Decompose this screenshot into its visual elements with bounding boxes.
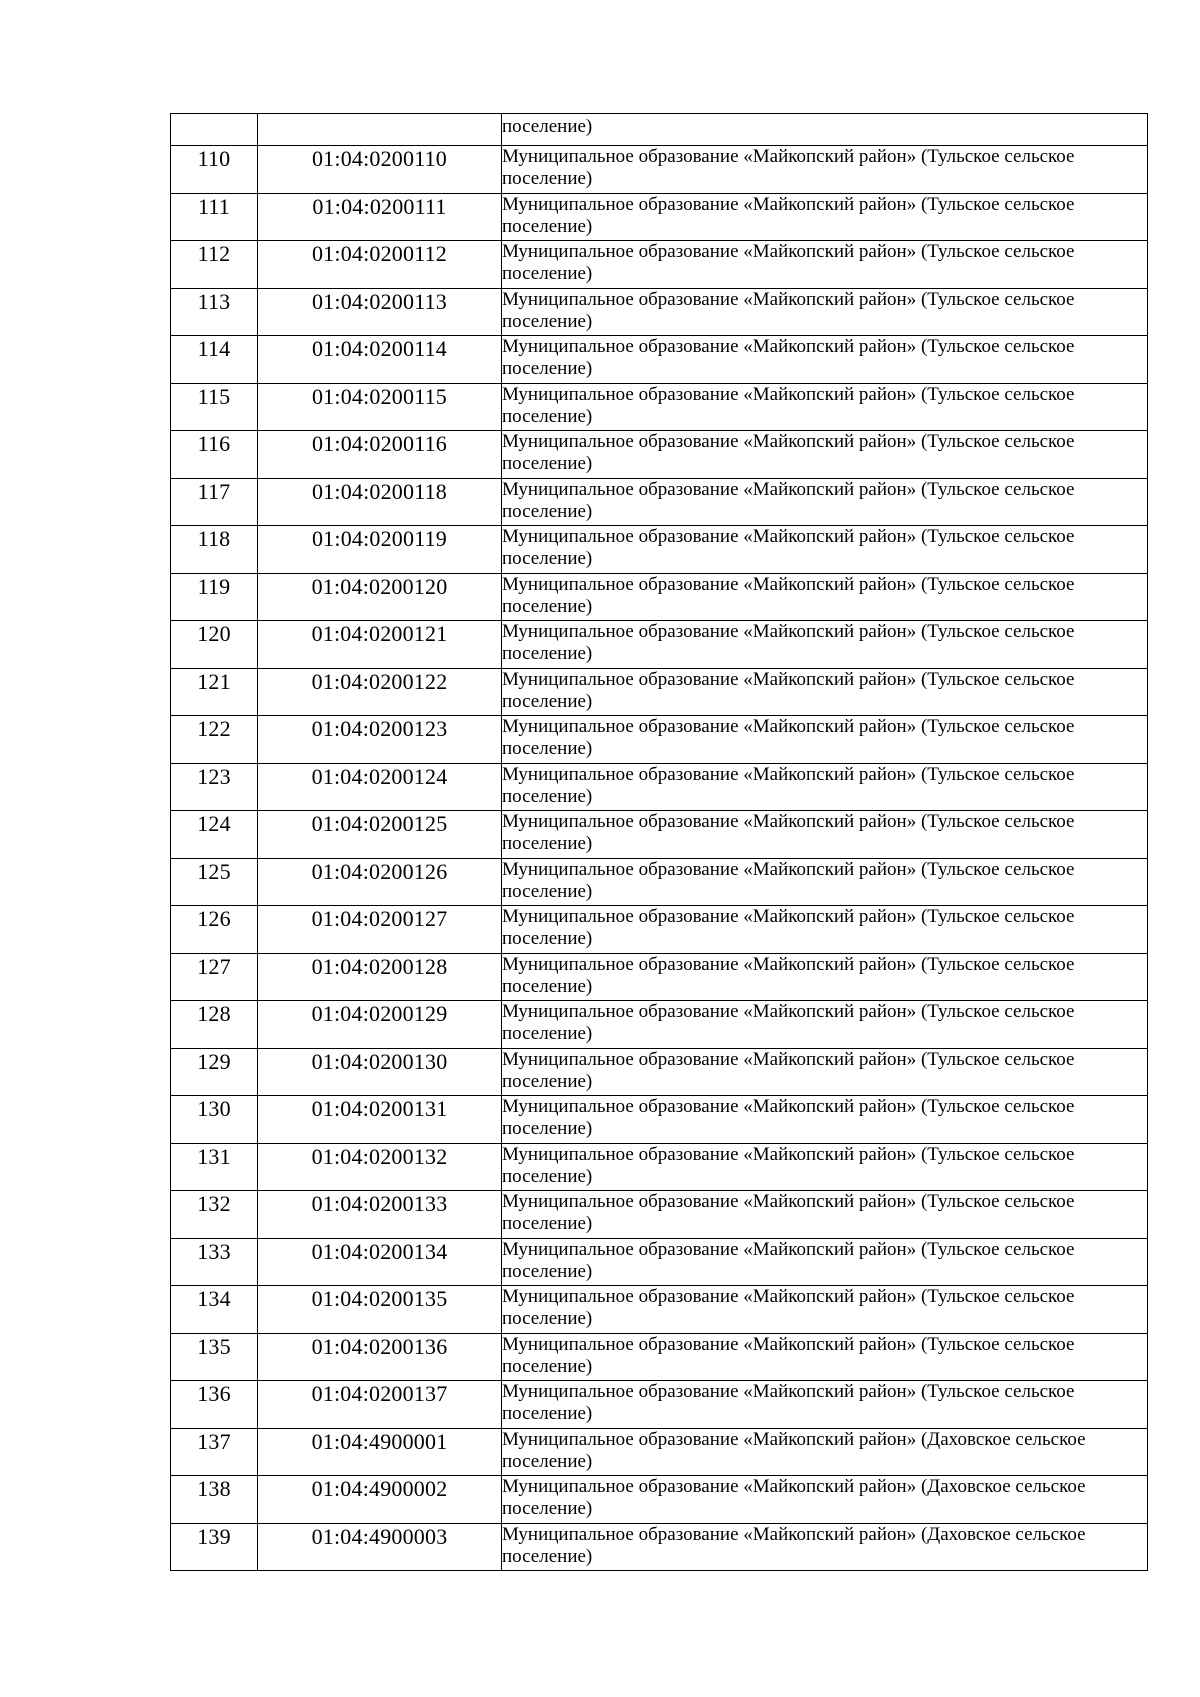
- row-number: 131: [171, 1143, 258, 1191]
- row-number: 110: [171, 146, 258, 194]
- table-row: [171, 1238, 1148, 1286]
- municipality-description: Муниципальное образование «Майкопский район» (Тульское сельское поселение): [502, 621, 1148, 669]
- municipality-description: Муниципальное образование «Майкопский район» (Тульское сельское поселение): [502, 716, 1148, 764]
- cadastral-code: 01:04:0200112: [258, 241, 502, 289]
- cadastral-code: 01:04:0200128: [258, 953, 502, 1001]
- municipality-description: Муниципальное образование «Майкопский район» (Тульское сельское поселение): [502, 431, 1148, 479]
- row-number: 121: [171, 668, 258, 716]
- row-number: 116: [171, 431, 258, 479]
- cadastral-code: 01:04:0200110: [258, 146, 502, 194]
- table-row: [171, 1096, 1148, 1144]
- table-row: [171, 431, 1148, 479]
- row-number: 139: [171, 1523, 258, 1571]
- municipality-description: Муниципальное образование «Майкопский район» (Тульское сельское поселение): [502, 383, 1148, 431]
- cadastral-code: 01:04:0200113: [258, 288, 502, 336]
- cadastral-code: 01:04:0200122: [258, 668, 502, 716]
- table-row: [171, 1048, 1148, 1096]
- cadastral-code: 01:04:0200133: [258, 1191, 502, 1239]
- municipality-description: Муниципальное образование «Майкопский район» (Тульское сельское поселение): [502, 146, 1148, 194]
- cadastral-code: 01:04:4900001: [258, 1428, 502, 1476]
- cadastral-code: 01:04:0200127: [258, 906, 502, 954]
- table-row: [171, 621, 1148, 669]
- table-row: [171, 1286, 1148, 1334]
- cadastral-code: 01:04:0200123: [258, 716, 502, 764]
- row-number: 113: [171, 288, 258, 336]
- table-row: [171, 1001, 1148, 1049]
- municipality-description: Муниципальное образование «Майкопский район» (Тульское сельское поселение): [502, 573, 1148, 621]
- table-row: [171, 146, 1148, 194]
- table-row: [171, 1523, 1148, 1571]
- table-row: [171, 193, 1148, 241]
- municipality-description: Муниципальное образование «Майкопский район» (Тульское сельское поселение): [502, 811, 1148, 859]
- cadastral-code: 01:04:0200134: [258, 1238, 502, 1286]
- row-number: 132: [171, 1191, 258, 1239]
- cadastral-code: 01:04:0200131: [258, 1096, 502, 1144]
- cadastral-code: 01:04:0200130: [258, 1048, 502, 1096]
- table-row: [171, 383, 1148, 431]
- table-row: [171, 478, 1148, 526]
- municipality-description: Муниципальное образование «Майкопский район» (Тульское сельское поселение): [502, 1191, 1148, 1239]
- row-number: 117: [171, 478, 258, 526]
- municipality-description: Муниципальное образование «Майкопский район» (Тульское сельское поселение): [502, 478, 1148, 526]
- table-row: [171, 1333, 1148, 1381]
- municipality-description: Муниципальное образование «Майкопский район» (Тульское сельское поселение): [502, 288, 1148, 336]
- municipality-description: Муниципальное образование «Майкопский район» (Тульское сельское поселение): [502, 953, 1148, 1001]
- table-row: [171, 114, 1148, 146]
- row-number: 115: [171, 383, 258, 431]
- row-number: 126: [171, 906, 258, 954]
- row-number: 129: [171, 1048, 258, 1096]
- cadastral-code: 01:04:0200129: [258, 1001, 502, 1049]
- row-number: 135: [171, 1333, 258, 1381]
- cadastral-code: 01:04:0200135: [258, 1286, 502, 1334]
- row-number: 133: [171, 1238, 258, 1286]
- municipality-description: Муниципальное образование «Майкопский район» (Тульское сельское поселение): [502, 1096, 1148, 1144]
- row-number: 138: [171, 1476, 258, 1524]
- municipality-description: Муниципальное образование «Майкопский район» (Тульское сельское поселение): [502, 858, 1148, 906]
- table-row: [171, 811, 1148, 859]
- row-number: 137: [171, 1428, 258, 1476]
- cadastral-code: 01:04:0200126: [258, 858, 502, 906]
- row-number: 128: [171, 1001, 258, 1049]
- municipality-description: Муниципальное образование «Майкопский район» (Тульское сельское поселение): [502, 1381, 1148, 1429]
- table-row: [171, 573, 1148, 621]
- table-row: [171, 906, 1148, 954]
- municipality-description: Муниципальное образование «Майкопский район» (Тульское сельское поселение): [502, 1001, 1148, 1049]
- cadastral-code: 01:04:0200115: [258, 383, 502, 431]
- cadastral-code: [258, 114, 502, 146]
- municipality-description: Муниципальное образование «Майкопский район» (Тульское сельское поселение): [502, 1238, 1148, 1286]
- table-row: [171, 241, 1148, 289]
- municipality-description: Муниципальное образование «Майкопский район» (Тульское сельское поселение): [502, 526, 1148, 574]
- cadastral-code: 01:04:0200119: [258, 526, 502, 574]
- row-number: 134: [171, 1286, 258, 1334]
- cadastral-code: 01:04:0200121: [258, 621, 502, 669]
- row-number: 125: [171, 858, 258, 906]
- row-number: 118: [171, 526, 258, 574]
- cadastral-code: 01:04:0200124: [258, 763, 502, 811]
- municipality-description: Муниципальное образование «Майкопский район» (Даховское сельское поселение): [502, 1523, 1148, 1571]
- table-row: [171, 1381, 1148, 1429]
- table-row: [171, 1191, 1148, 1239]
- table-row: [171, 1476, 1148, 1524]
- cadastral-code: 01:04:0200137: [258, 1381, 502, 1429]
- municipality-description: Муниципальное образование «Майкопский район» (Тульское сельское поселение): [502, 336, 1148, 384]
- table-row: [171, 526, 1148, 574]
- municipality-description: Муниципальное образование «Майкопский район» (Тульское сельское поселение): [502, 193, 1148, 241]
- row-number: 136: [171, 1381, 258, 1429]
- row-number: 112: [171, 241, 258, 289]
- municipality-description: Муниципальное образование «Майкопский район» (Тульское сельское поселение): [502, 1048, 1148, 1096]
- municipality-description: Муниципальное образование «Майкопский район» (Тульское сельское поселение): [502, 1333, 1148, 1381]
- municipality-description: Муниципальное образование «Майкопский район» (Тульское сельское поселение): [502, 668, 1148, 716]
- cadastral-code: 01:04:4900003: [258, 1523, 502, 1571]
- row-number: 130: [171, 1096, 258, 1144]
- row-number: 127: [171, 953, 258, 1001]
- cadastral-code: 01:04:0200132: [258, 1143, 502, 1191]
- table-row: [171, 1428, 1148, 1476]
- row-number: 122: [171, 716, 258, 764]
- table-row: [171, 336, 1148, 384]
- row-number: 111: [171, 193, 258, 241]
- row-number: 119: [171, 573, 258, 621]
- municipality-description: Муниципальное образование «Майкопский район» (Тульское сельское поселение): [502, 241, 1148, 289]
- municipality-description: Муниципальное образование «Майкопский район» (Тульское сельское поселение): [502, 906, 1148, 954]
- cadastral-table: [170, 113, 1148, 1571]
- municipality-description: Муниципальное образование «Майкопский район» (Тульское сельское поселение): [502, 763, 1148, 811]
- row-number: 114: [171, 336, 258, 384]
- row-number: [171, 114, 258, 146]
- table-row: [171, 953, 1148, 1001]
- cadastral-code: 01:04:0200125: [258, 811, 502, 859]
- table-row: [171, 668, 1148, 716]
- cadastral-code: 01:04:0200111: [258, 193, 502, 241]
- cadastral-code: 01:04:0200120: [258, 573, 502, 621]
- table-body: [171, 114, 1148, 1571]
- row-number: 124: [171, 811, 258, 859]
- table-row: [171, 763, 1148, 811]
- table-row: [171, 288, 1148, 336]
- cadastral-code: 01:04:0200136: [258, 1333, 502, 1381]
- table-row: [171, 716, 1148, 764]
- cadastral-code: 01:04:4900002: [258, 1476, 502, 1524]
- municipality-description: поселение): [502, 114, 1148, 146]
- row-number: 123: [171, 763, 258, 811]
- municipality-description: Муниципальное образование «Майкопский район» (Тульское сельское поселение): [502, 1286, 1148, 1334]
- municipality-description: Муниципальное образование «Майкопский район» (Даховское сельское поселение): [502, 1476, 1148, 1524]
- municipality-description: Муниципальное образование «Майкопский район» (Тульское сельское поселение): [502, 1143, 1148, 1191]
- municipality-description: Муниципальное образование «Майкопский район» (Даховское сельское поселение): [502, 1428, 1148, 1476]
- table-row: [171, 1143, 1148, 1191]
- cadastral-code: 01:04:0200118: [258, 478, 502, 526]
- cadastral-code: 01:04:0200114: [258, 336, 502, 384]
- row-number: 120: [171, 621, 258, 669]
- cadastral-code: 01:04:0200116: [258, 431, 502, 479]
- table-row: [171, 858, 1148, 906]
